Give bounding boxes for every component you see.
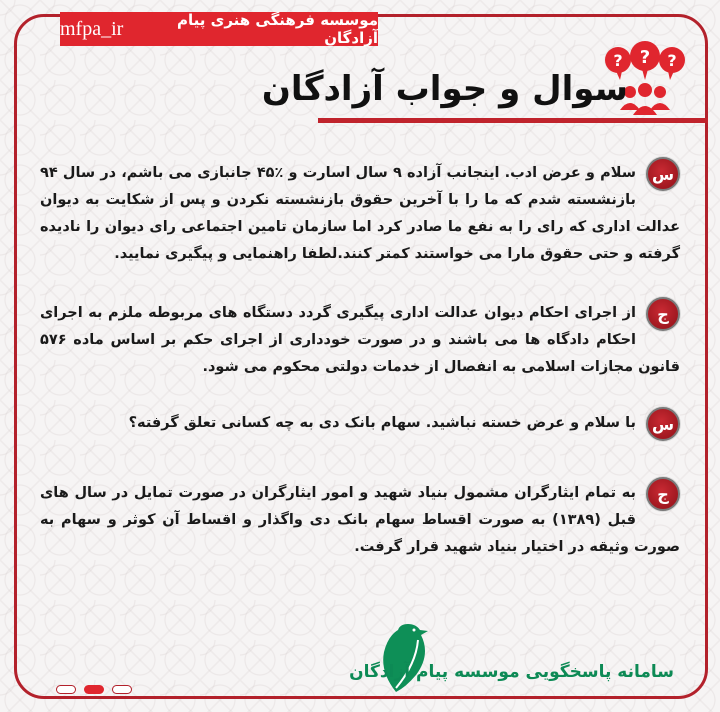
question-badge-icon: س (646, 407, 680, 441)
page-title: سوال و جواب آزادگان (261, 69, 628, 109)
page-dot-3[interactable] (112, 685, 132, 694)
page-dot-2-active[interactable] (84, 685, 104, 694)
title-block (262, 66, 628, 112)
question-badge-icon: س (646, 157, 680, 191)
pagination-dots (56, 685, 132, 694)
qa-item-question-2 (40, 410, 680, 441)
title-underline (318, 118, 708, 123)
answer-badge-icon: ج (646, 477, 680, 511)
brand-name: موسسه فرهنگی هنری پیام آزادگان (176, 11, 378, 47)
answer-badge-icon: ج (646, 297, 680, 331)
svg-text:?: ? (639, 47, 651, 68)
question-text: سلام و عرض ادب. اینجانب آزاده ۹ سال اسارت و ٪۴۵ جانبازی می باشم، در سال ۹۴ بازنشسته شدم که ما را با آخرین حقوق بازنشسته نکردن و پس از شکایت به دیوان عدالت اداری که رای را به نفع ما صادر کرد اما سازمان تامین اجتماعی رای دیوان را نادیده گرفته و حتی حقوق مارا می خواستند کمتر کنند.لطفا راهنمایی و پیگیری نمایید. (40, 165, 680, 262)
page-dot-1[interactable] (56, 685, 76, 694)
footer-text: سامانه پاسخگویی موسسه پیام آزادگان (349, 662, 674, 682)
brand-handle: mfpa_ir (60, 17, 124, 40)
svg-text:?: ? (613, 51, 623, 70)
qa-item-answer-2 (40, 480, 680, 561)
question-text: با سلام و عرض خسته نباشید. سهام بانک دی به چه کسانی تعلق گرفته؟ (128, 415, 636, 431)
qa-item-question-1 (40, 160, 680, 268)
qa-item-answer-1 (40, 300, 680, 381)
answer-text: به تمام ایثارگران مشمول بنیاد شهید و امور ایثارگران در صورت تمایل در سال های قبل (۱۳۸۹) به صورت اقساط سهام بانک دی واگذار و اقساط آن کوثر و سهام به صورت وثیقه در اختیار بنیاد شهید قرار گرفت. (40, 485, 680, 555)
answer-text: از اجرای احکام دیوان عدالت اداری پیگیری گردد دستگاه های مربوطه ملزم به اجرای احکام دادگاه ها می باشند و در صورت خودداری از اجرای حکم بر اساس ماده ۵۷۶ قانون مجازات اسلامی به انفصال از خدمات دولتی محکوم می شود. (40, 305, 680, 375)
brand-bar (60, 12, 378, 46)
svg-text:?: ? (667, 51, 677, 70)
